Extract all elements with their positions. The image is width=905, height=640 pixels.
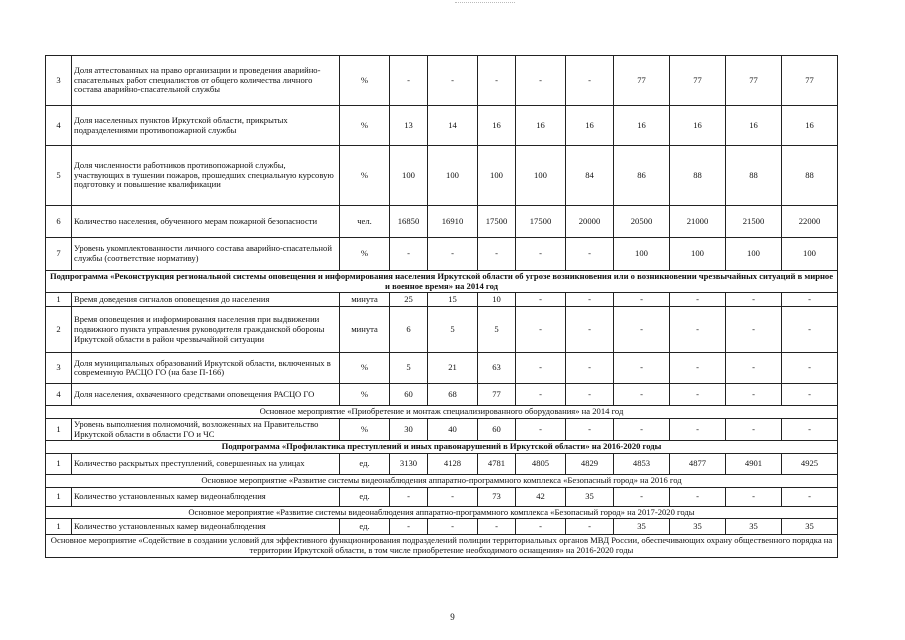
indicator-name: Время доведения сигналов оповещения до населения <box>72 293 340 307</box>
value-cell: - <box>670 293 726 307</box>
value-cell: 35 <box>782 519 838 535</box>
row-number: 3 <box>46 353 72 384</box>
table-row <box>46 206 838 238</box>
value-cell: 88 <box>726 146 782 206</box>
row-number: 6 <box>46 206 72 238</box>
value-cell: - <box>516 353 566 384</box>
value-cell: 100 <box>782 238 838 271</box>
value-cell: - <box>516 519 566 535</box>
value-cell: 16 <box>566 106 614 146</box>
value-cell: 21000 <box>670 206 726 238</box>
value-cell: 35 <box>614 519 670 535</box>
row-number: 3 <box>46 56 72 106</box>
table-row <box>46 106 838 146</box>
table-row <box>46 454 838 475</box>
value-cell: 73 <box>478 487 516 506</box>
row-number: 1 <box>46 454 72 475</box>
value-cell: 77 <box>614 56 670 106</box>
value-cell: 25 <box>390 293 428 307</box>
table-row <box>46 56 838 106</box>
value-cell: 4877 <box>670 454 726 475</box>
value-cell: - <box>726 384 782 406</box>
value-cell: - <box>516 293 566 307</box>
value-cell: 77 <box>478 384 516 406</box>
row-number: 7 <box>46 238 72 271</box>
value-cell: - <box>566 307 614 353</box>
value-cell: - <box>726 353 782 384</box>
value-cell: - <box>566 56 614 106</box>
value-cell: 14 <box>428 106 478 146</box>
value-cell: 86 <box>614 146 670 206</box>
unit-cell: % <box>340 384 390 406</box>
value-cell: - <box>670 384 726 406</box>
value-cell: - <box>566 353 614 384</box>
unit-cell: чел. <box>340 206 390 238</box>
value-cell: - <box>782 307 838 353</box>
value-cell: 4805 <box>516 454 566 475</box>
value-cell: 20500 <box>614 206 670 238</box>
section-heading-row <box>46 406 838 419</box>
indicator-name: Время оповещения и информирования населения при выдвижении подвижного пункта управления руководителя гражданской обороны Иркутской области в район чрезвычайной ситуации <box>72 307 340 353</box>
value-cell: - <box>390 238 428 271</box>
value-cell: 100 <box>390 146 428 206</box>
page-number: 9 <box>450 612 455 622</box>
value-cell: - <box>516 418 566 440</box>
table-row <box>46 238 838 271</box>
row-number: 4 <box>46 106 72 146</box>
value-cell: 40 <box>428 418 478 440</box>
value-cell: 22000 <box>782 206 838 238</box>
value-cell: 63 <box>478 353 516 384</box>
value-cell: - <box>782 487 838 506</box>
value-cell: 60 <box>390 384 428 406</box>
value-cell: 10 <box>478 293 516 307</box>
value-cell: 13 <box>390 106 428 146</box>
section-heading: Подпрограмма «Реконструкция региональной системы оповещения и информирования населения Иркутской области об угрозе возникновения или о возникновении чрезвычайных ситуаций в мирное и военное время» на 2014 год <box>46 271 838 293</box>
value-cell: - <box>566 519 614 535</box>
indicator-name: Количество установленных камер видеонаблюдения <box>72 519 340 535</box>
value-cell: - <box>566 418 614 440</box>
value-cell: 16 <box>516 106 566 146</box>
value-cell: - <box>390 519 428 535</box>
value-cell: 16 <box>614 106 670 146</box>
unit-cell: % <box>340 56 390 106</box>
value-cell: 30 <box>390 418 428 440</box>
value-cell: 16 <box>670 106 726 146</box>
row-number: 1 <box>46 519 72 535</box>
value-cell: - <box>726 307 782 353</box>
value-cell: - <box>670 353 726 384</box>
value-cell: - <box>782 293 838 307</box>
value-cell: 3130 <box>390 454 428 475</box>
indicator-name: Доля населения, охваченного средствами оповещения РАСЦО ГО <box>72 384 340 406</box>
indicator-name: Доля аттестованных на право организации и проведения аварийно-спасательных работ специалистов от общего количества личного состава аварийно-спасательной службы <box>72 56 340 106</box>
value-cell: 68 <box>428 384 478 406</box>
value-cell: 20000 <box>566 206 614 238</box>
value-cell: 6 <box>390 307 428 353</box>
value-cell: 77 <box>782 56 838 106</box>
value-cell: - <box>614 418 670 440</box>
value-cell: - <box>782 418 838 440</box>
value-cell: 42 <box>516 487 566 506</box>
table-row <box>46 418 838 440</box>
value-cell: - <box>390 56 428 106</box>
value-cell: - <box>516 384 566 406</box>
value-cell: 17500 <box>478 206 516 238</box>
value-cell: - <box>670 307 726 353</box>
value-cell: - <box>614 307 670 353</box>
indicator-name: Количество установленных камер видеонаблюдения <box>72 487 340 506</box>
row-number: 1 <box>46 293 72 307</box>
value-cell: 84 <box>566 146 614 206</box>
value-cell: - <box>614 384 670 406</box>
value-cell: 4829 <box>566 454 614 475</box>
value-cell: 77 <box>670 56 726 106</box>
value-cell: - <box>516 56 566 106</box>
indicator-table <box>45 55 838 558</box>
value-cell: 77 <box>726 56 782 106</box>
value-cell: 88 <box>782 146 838 206</box>
value-cell: 100 <box>428 146 478 206</box>
value-cell: - <box>428 487 478 506</box>
section-heading-row <box>46 475 838 488</box>
value-cell: - <box>566 238 614 271</box>
value-cell: 35 <box>726 519 782 535</box>
value-cell: - <box>428 519 478 535</box>
value-cell: - <box>566 293 614 307</box>
value-cell: - <box>428 238 478 271</box>
row-number: 2 <box>46 307 72 353</box>
indicator-name: Доля численности работников противопожарной службы, участвующих в тушении пожаров, прошедших специальную курсовую подготовку и повышение квалификации <box>72 146 340 206</box>
indicator-name: Уровень укомплектованности личного состава аварийно-спасательной службы (соответствие нормативу) <box>72 238 340 271</box>
value-cell: 88 <box>670 146 726 206</box>
unit-cell: минута <box>340 293 390 307</box>
value-cell: - <box>516 238 566 271</box>
value-cell: 4781 <box>478 454 516 475</box>
value-cell: 4901 <box>726 454 782 475</box>
table-row <box>46 146 838 206</box>
unit-cell: ед. <box>340 487 390 506</box>
value-cell: 17500 <box>516 206 566 238</box>
row-number: 1 <box>46 418 72 440</box>
value-cell: - <box>478 56 516 106</box>
unit-cell: ед. <box>340 519 390 535</box>
section-heading-row <box>46 506 838 519</box>
value-cell: - <box>782 353 838 384</box>
value-cell: - <box>726 293 782 307</box>
value-cell: - <box>614 353 670 384</box>
table-row <box>46 353 838 384</box>
row-number: 5 <box>46 146 72 206</box>
value-cell: 100 <box>726 238 782 271</box>
section-heading: Основное мероприятие «Приобретение и монтаж специализированного оборудования» на 2014 год <box>46 406 838 419</box>
unit-cell: % <box>340 353 390 384</box>
indicator-name: Количество раскрытых преступлений, совершенных на улицах <box>72 454 340 475</box>
table-row <box>46 487 838 506</box>
unit-cell: % <box>340 106 390 146</box>
value-cell: 16 <box>726 106 782 146</box>
indicator-table-container <box>45 55 837 558</box>
table-row <box>46 293 838 307</box>
value-cell: 15 <box>428 293 478 307</box>
value-cell: 4853 <box>614 454 670 475</box>
value-cell: - <box>516 307 566 353</box>
value-cell: 5 <box>428 307 478 353</box>
section-heading: Основное мероприятие «Содействие в создании условий для эффективного функционирования подразделений полиции территориальных органов МВД России, обеспечивающих охрану общественного порядка на территории Иркутской области, в том числе приобретение необходимого оснащения» на 2016-2020 годы <box>46 535 838 557</box>
value-cell: 21500 <box>726 206 782 238</box>
section-heading: Подпрограмма «Профилактика преступлений и иных правонарушений в Иркутской области» на 2016-2020 годы <box>46 441 838 454</box>
table-row <box>46 307 838 353</box>
table-row <box>46 519 838 535</box>
value-cell: 16 <box>782 106 838 146</box>
value-cell: - <box>670 487 726 506</box>
value-cell: - <box>428 56 478 106</box>
value-cell: 35 <box>670 519 726 535</box>
indicator-name: Уровень выполнения полномочий, возложенных на Правительство Иркутской области в области ГО и ЧС <box>72 418 340 440</box>
value-cell: 16850 <box>390 206 428 238</box>
section-heading-row <box>46 535 838 557</box>
value-cell: 4925 <box>782 454 838 475</box>
value-cell: 100 <box>670 238 726 271</box>
section-heading-row <box>46 441 838 454</box>
unit-cell: минута <box>340 307 390 353</box>
unit-cell: % <box>340 146 390 206</box>
indicator-name: Доля населенных пунктов Иркутской области, прикрытых подразделениями противопожарной службы <box>72 106 340 146</box>
value-cell: 60 <box>478 418 516 440</box>
value-cell: 100 <box>614 238 670 271</box>
section-heading: Основное мероприятие «Развитие системы видеонаблюдения аппаратно-программного комплекса «Безопасный город» на 2016 год <box>46 475 838 488</box>
unit-cell: ед. <box>340 454 390 475</box>
value-cell: 5 <box>390 353 428 384</box>
value-cell: - <box>478 519 516 535</box>
indicator-name: Количество населения, обученного мерам пожарной безопасности <box>72 206 340 238</box>
table-row <box>46 384 838 406</box>
value-cell: 5 <box>478 307 516 353</box>
section-heading: Основное мероприятие «Развитие системы видеонаблюдения аппаратно-программного комплекса «Безопасный город» на 2017-2020 годы <box>46 506 838 519</box>
value-cell: - <box>726 487 782 506</box>
value-cell: - <box>782 384 838 406</box>
scan-mark <box>455 2 515 5</box>
value-cell: 21 <box>428 353 478 384</box>
value-cell: - <box>670 418 726 440</box>
value-cell: - <box>614 293 670 307</box>
row-number: 1 <box>46 487 72 506</box>
value-cell: 4128 <box>428 454 478 475</box>
value-cell: 100 <box>516 146 566 206</box>
section-heading-row <box>46 271 838 293</box>
value-cell: 35 <box>566 487 614 506</box>
value-cell: - <box>566 384 614 406</box>
unit-cell: % <box>340 238 390 271</box>
unit-cell: % <box>340 418 390 440</box>
value-cell: 16910 <box>428 206 478 238</box>
value-cell: - <box>726 418 782 440</box>
value-cell: - <box>478 238 516 271</box>
row-number: 4 <box>46 384 72 406</box>
indicator-name: Доля муниципальных образований Иркутской области, включенных в современную РАСЦО ГО (на базе П-166) <box>72 353 340 384</box>
value-cell: 16 <box>478 106 516 146</box>
value-cell: - <box>390 487 428 506</box>
value-cell: - <box>614 487 670 506</box>
value-cell: 100 <box>478 146 516 206</box>
